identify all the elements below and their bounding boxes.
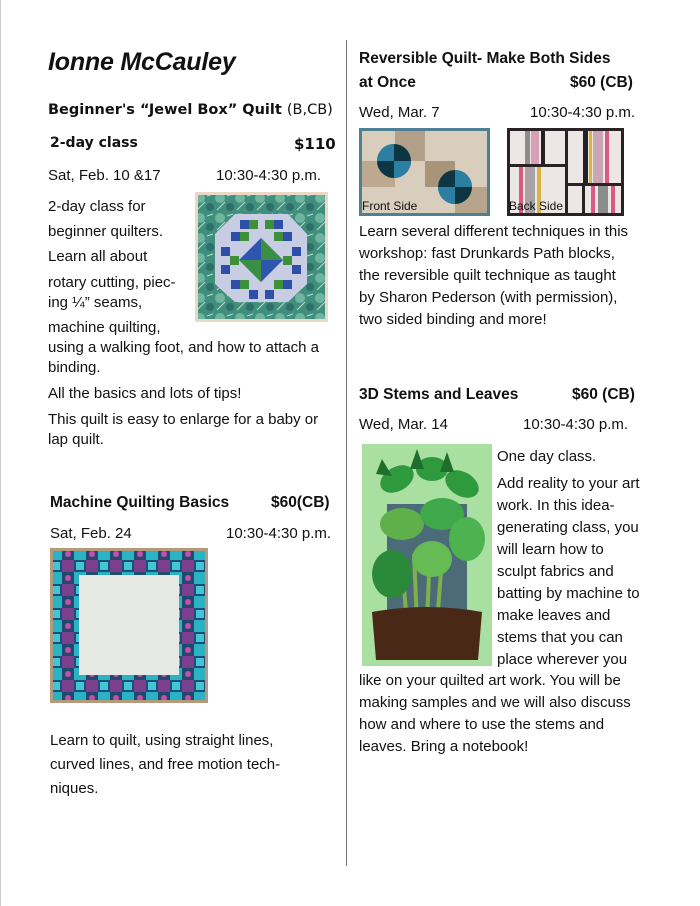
text-line: making samples and we will also discuss bbox=[359, 694, 631, 711]
machine-quilting-price: $60(CB) bbox=[271, 494, 330, 511]
class-levels: (B,CB) bbox=[286, 102, 333, 118]
jewel-box-date: Sat, Feb. 10 &17 bbox=[48, 167, 161, 184]
text-line: make leaves and bbox=[497, 607, 611, 624]
text-line: All the basics and lots of tips! bbox=[48, 385, 242, 402]
text-line: the reversible quilt technique as taught bbox=[359, 267, 616, 284]
text-line: beginner quilters. bbox=[48, 223, 164, 240]
page-edge bbox=[0, 0, 1, 906]
text-line: machine quilting, bbox=[48, 319, 161, 336]
reversible-back-image bbox=[507, 128, 624, 216]
class-title: Beginner's “Jewel Box” Quilt bbox=[48, 102, 282, 118]
stems-leaves-time: 10:30-4:30 p.m. bbox=[523, 416, 629, 433]
stems-leaves-intro: One day class. bbox=[497, 448, 597, 465]
reversible-title-line2: at Once bbox=[359, 74, 416, 91]
stems-leaves-title: 3D Stems and Leaves bbox=[359, 386, 519, 403]
column-divider bbox=[346, 40, 347, 866]
text-line: workshop: fast Drunkards Path blocks, bbox=[359, 245, 615, 262]
reversible-title-line1: Reversible Quilt- Make Both Sides bbox=[359, 50, 611, 67]
jewel-box-title bbox=[48, 102, 333, 118]
text-line: will learn how to bbox=[497, 541, 604, 558]
text-line: 2-day class for bbox=[48, 198, 146, 215]
text-line: Learn several different techniques in this bbox=[359, 223, 629, 240]
reversible-price: $60 (CB) bbox=[570, 74, 633, 91]
jewel-box-time: 10:30-4:30 p.m. bbox=[216, 167, 322, 184]
stems-leaves-date: Wed, Mar. 14 bbox=[359, 416, 448, 433]
jewel-box-subtitle: 2-day class bbox=[50, 135, 138, 151]
stems-leaves-quilt-image bbox=[362, 444, 492, 666]
text-line: using a walking foot, and how to attach a bbox=[48, 339, 320, 356]
text-line: curved lines, and free motion tech- bbox=[50, 756, 281, 773]
reversible-time: 10:30-4:30 p.m. bbox=[530, 104, 636, 121]
machine-quilting-title: Machine Quilting Basics bbox=[50, 494, 230, 511]
machine-quilting-date: Sat, Feb. 24 bbox=[50, 525, 132, 542]
machine-quilting-quilt-image bbox=[50, 548, 208, 703]
text-line: work. In this idea- bbox=[497, 497, 615, 514]
text-line: batting by machine to bbox=[497, 585, 640, 602]
quilt-image-graphic bbox=[195, 192, 328, 322]
text-line: stems that you can bbox=[497, 629, 623, 646]
back-side-caption: Back Side bbox=[509, 199, 564, 213]
text-line: generating class, you bbox=[497, 519, 639, 536]
text-line: by Sharon Pederson (with permission), bbox=[359, 289, 618, 306]
text-line: two sided binding and more! bbox=[359, 311, 547, 328]
author-name: Ionne McCauley bbox=[48, 48, 236, 76]
reversible-date: Wed, Mar. 7 bbox=[359, 104, 440, 121]
text-line: Add reality to your art bbox=[497, 475, 640, 492]
quilt-image-graphic bbox=[50, 548, 208, 703]
reversible-front-image bbox=[359, 128, 490, 216]
front-side-caption: Front Side bbox=[362, 199, 418, 213]
text-line: ing ¼” seams, bbox=[48, 294, 143, 311]
text-line: binding. bbox=[48, 359, 101, 376]
jewel-box-price: $110 bbox=[294, 135, 336, 153]
text-line: lap quilt. bbox=[48, 431, 104, 448]
text-line: leaves. Bring a notebook! bbox=[359, 738, 529, 755]
text-line: rotary cutting, piec- bbox=[48, 274, 176, 291]
jewel-box-quilt-image bbox=[195, 192, 328, 322]
text-line: niques. bbox=[50, 780, 99, 797]
text-line: Learn all about bbox=[48, 248, 148, 265]
text-line: like on your quilted art work. You will be bbox=[359, 672, 621, 689]
text-line: This quilt is easy to enlarge for a baby or bbox=[48, 411, 319, 428]
text-line: sculpt fabrics and bbox=[497, 563, 614, 580]
text-line: how and where to use the stems and bbox=[359, 716, 605, 733]
machine-quilting-time: 10:30-4:30 p.m. bbox=[226, 525, 332, 542]
machine-quilting-description bbox=[50, 729, 280, 801]
stems-leaves-price: $60 (CB) bbox=[572, 386, 635, 403]
stems-leaves-description bbox=[359, 670, 631, 758]
stems-leaves-wrapped-text bbox=[497, 473, 640, 671]
text-line: place wherever you bbox=[497, 651, 628, 668]
text-line: Learn to quilt, using straight lines, bbox=[50, 732, 274, 749]
quilt-image-graphic bbox=[362, 444, 492, 666]
reversible-description bbox=[359, 221, 628, 331]
